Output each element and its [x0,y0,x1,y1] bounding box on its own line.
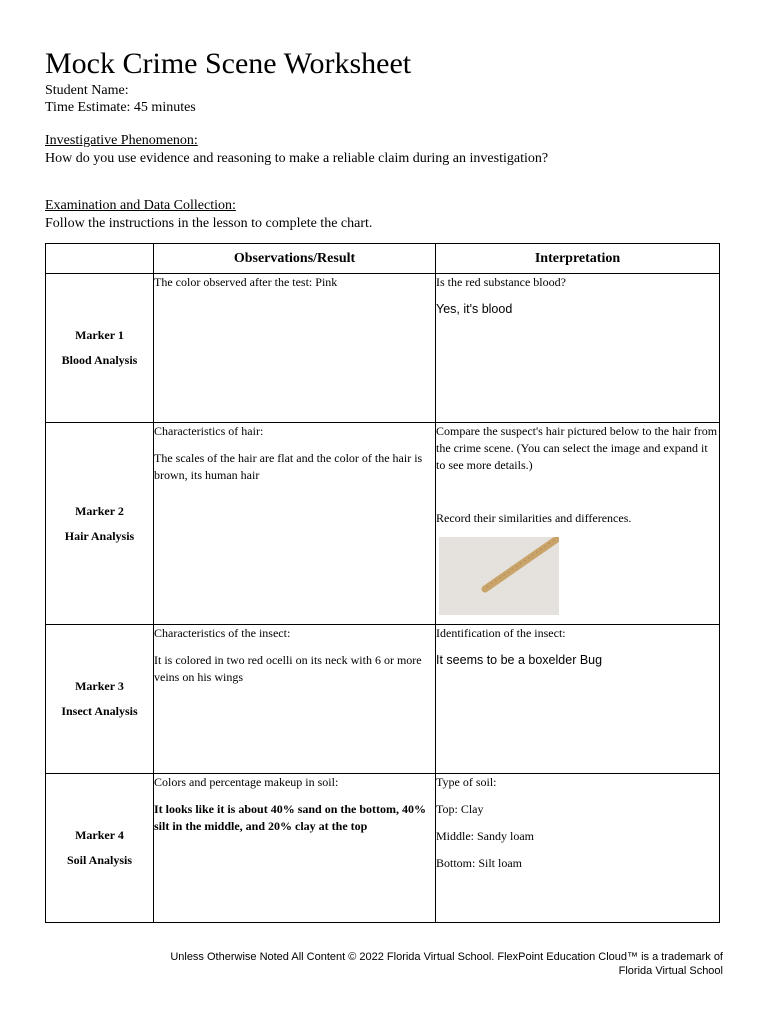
header-empty [46,244,154,274]
observation-cell[interactable] [154,774,436,923]
interpretation-prompt: Identification of the insect: [436,626,566,640]
table-row [46,274,720,423]
footer-line-2: Florida Virtual School [618,965,723,977]
marker-label: Marker 3 [75,679,124,693]
marker-cell [46,423,154,625]
examination-instructions: Follow the instructions in the lesson to complete the chart. [45,216,373,231]
spacer [436,474,719,510]
interpretation-prompt: Is the red substance blood? [436,275,566,289]
observation-answer: It is colored in two red ocelli on its neck with 6 or more veins on his wings [154,653,422,684]
phenomenon-heading: Investigative Phenomenon: [45,133,198,148]
observation-cell[interactable] [154,274,436,423]
spacer [436,791,719,801]
marker-cell [46,774,154,923]
table-row [46,774,720,923]
analysis-label: Hair Analysis [64,528,135,543]
observation-answer: It looks like it is about 40% sand on the bottom, 40% silt in the middle, and 20% clay at the top [154,802,427,833]
interpretation-cell[interactable] [436,423,720,625]
soil-top: Top: Clay [436,802,484,816]
observation-prompt: Characteristics of the insect: [154,626,291,640]
observation-prompt: Characteristics of hair: [154,424,264,438]
observation-cell[interactable] [154,625,436,774]
analysis-label: Soil Analysis [66,853,133,867]
spacer [436,818,719,828]
worksheet-table [45,243,720,923]
observation-prompt: The color observed after the test: Pink [154,275,338,289]
observation-answer: The scales of the hair are flat and the color of the hair is brown, its human hair [154,451,423,482]
spacer [154,642,435,652]
interpretation-extra: Record their similarities and differences. [436,511,632,525]
spacer [436,642,719,652]
marker-cell [46,625,154,774]
phenomenon-question: How do you use evidence and reasoning to make a reliable claim during an investigation? [45,151,549,166]
spacer [154,791,435,801]
interpretation-prompt: Type of soil: [436,775,497,789]
interpretation-cell[interactable] [436,774,720,923]
interpretation-prompt: Compare the suspect's hair pictured below to the hair from the crime scene. (You can select the image and expand it to see more details.) [436,424,718,472]
analysis-label: Blood Analysis [61,353,138,367]
interpretation-cell[interactable] [436,625,720,774]
soil-middle: Middle: Sandy loam [436,829,534,843]
page-title: Mock Crime Scene Worksheet [45,47,412,80]
soil-bottom: Bottom: Silt loam [436,856,523,870]
suspect-hair-image[interactable] [439,537,559,615]
examination-heading: Examination and Data Collection: [45,198,236,213]
interpretation-cell[interactable] [436,274,720,423]
hair-strand-graphic [439,537,559,615]
time-estimate: Time Estimate: 45 minutes [45,100,196,115]
interpretation-answer: It seems to be a boxelder Bug [436,653,603,667]
marker-label: Marker 4 [75,828,124,842]
analysis-label: Insect Analysis [61,704,138,718]
copyright-footer [63,950,723,978]
observation-prompt: Colors and percentage makeup in soil: [154,775,339,789]
marker-cell [46,274,154,423]
table-row [46,423,720,625]
table-header-row [46,244,720,274]
spacer [436,291,719,301]
table-row [46,625,720,774]
marker-label: Marker 1 [75,328,124,342]
spacer [436,845,719,855]
observation-cell[interactable] [154,423,436,625]
footer-line-1: Unless Otherwise Noted All Content © 2022 Florida Virtual School. FlexPoint Education Cloud™ is a trademark of [170,951,723,963]
marker-label: Marker 2 [75,503,124,518]
header-observations: Observations/Result [154,244,436,274]
header-interpretation: Interpretation [436,244,720,274]
student-name-label: Student Name: [45,83,129,98]
spacer [154,440,435,450]
interpretation-answer: Yes, it's blood [436,302,513,316]
